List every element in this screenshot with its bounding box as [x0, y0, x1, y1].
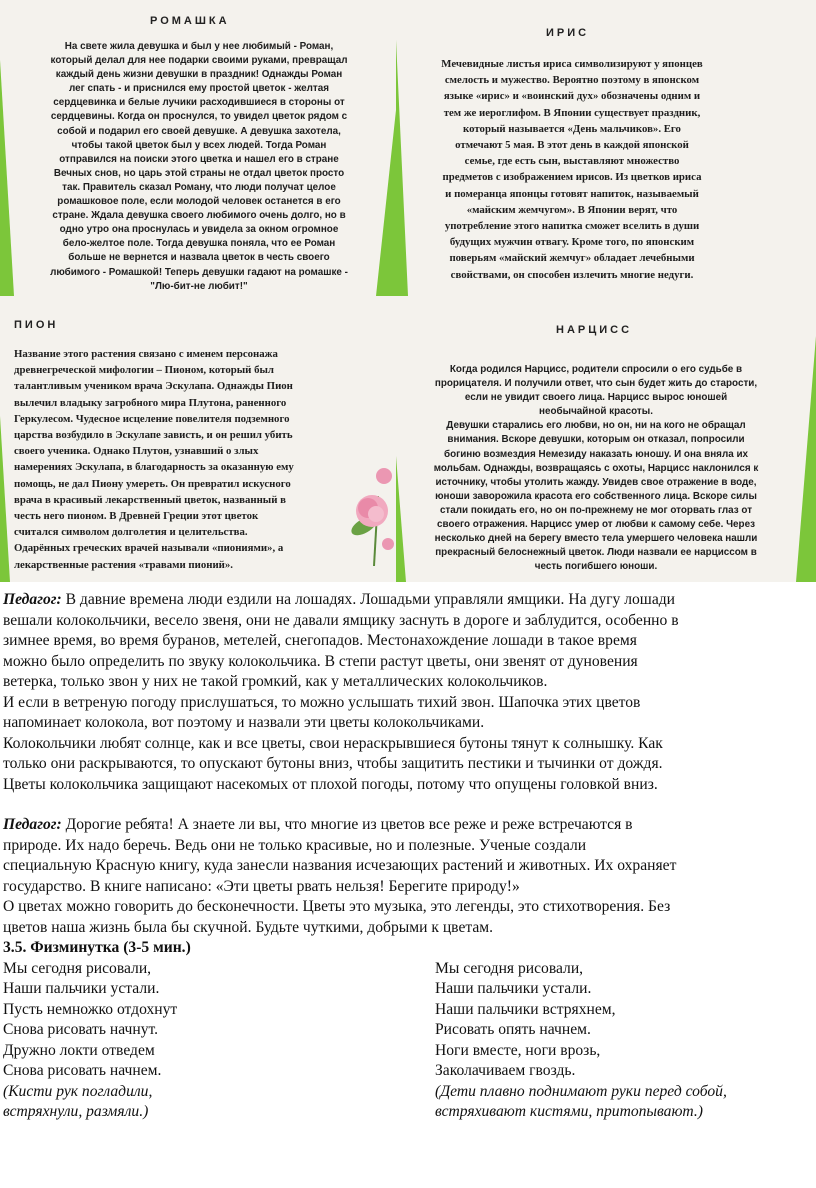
- speaker-label: Педагог:: [3, 816, 62, 833]
- slide-pion: [0, 296, 396, 582]
- section-heading: 3.5. Физминутка (3-5 мин.): [3, 939, 191, 956]
- text-line: О цветах можно говорить до бесконечности. Цветы это музыка, это легенды, это стихотворения. Без: [3, 898, 671, 915]
- stage-direction: встряхнули, размяли.): [3, 1103, 149, 1120]
- slide-text-pion: Название этого растения связано с именем персонажа древнегреческой мифологии – Пионом, который был талантливым учеником врача Эскулапа. Однажды Пион вылечил владыку загробного мира Плутона, раненного Геркулесом. Чудесное исцеление повелителя подземного царства возбудило в Эскулапе зависть, и он решил убить своего ученика. Однако Плутон, узнавший о злых намерениях Эскулапа, в благодарность за оказанную ему помощь, не дал Пиону умереть. Он превратил искусного врача в красивый лекарственный цветок, названный в честь него пионом. В Древней Греции этот цветок считался символом долголетия и целительства. Одарённых греческих врачей называли «пиониями», а лекарственные растения «травами пионий».: [14, 348, 294, 571]
- lesson-text: [3, 590, 815, 1123]
- slide-text-iris: Мечевидные листья ириса символизируют у японцев смелость и мужество. Вероятно поэтому в японском языке «ирис» и «воинский дух» обозначены одним и тем же иероглифом. В Японии существует праздник, который называется «День мальчиков». Его отмечают 5 мая. В этот день в каждой японской семье, где есть сын, выставляют множество предметов с изображением ирисов. Из цветков ириса и померанца японцы готовят напиток, называемый «майским жемчугом». В Японии верят, что употребление этого напитка сможет вселить в души будущих мужчин отвагу. Кроме того, по японским поверьям «майский жемчуг» обладает лечебными свойствами, он способен излечить многие недуги.: [441, 58, 703, 281]
- text-line: Дорогие ребята! А знаете ли вы, что многие из цветов все реже и реже встречаются в: [61, 816, 633, 833]
- poem-columns: [3, 959, 815, 1123]
- text-line: Цветы колокольчика защищают насекомых от плохой погоды, потому что опущены головкой вниз.: [3, 775, 658, 793]
- poem-line: Заколачиваем гвоздь.: [435, 1062, 576, 1079]
- poem-line: Снова рисовать начнут.: [3, 1021, 159, 1038]
- text-line: только они раскрываются, то опускают бутоны вниз, чтобы защитить пестики и тычинки от дождя.: [3, 755, 663, 772]
- slide-narciss: [396, 296, 816, 582]
- poem-line: Рисовать опять начнем.: [435, 1021, 591, 1038]
- poem-right: [435, 959, 815, 1123]
- text-line: И если в ветреную погоду прислушаться, то можно услышать тихий звон. Шапочка этих цветов: [3, 693, 641, 711]
- poem-line: Наши пальчики устали.: [435, 980, 592, 997]
- stage-direction: (Кисти рук погладили,: [3, 1082, 153, 1100]
- poem-line: Пусть немножко отдохнут: [3, 1000, 178, 1018]
- slide-iris: [396, 0, 816, 296]
- text-line: можно было определить по звуку колокольчика. В степи растут цветы, они звенят от дуновения: [3, 652, 638, 670]
- stage-direction: встряхивают кистями, притопывают.): [435, 1103, 703, 1120]
- paragraph-red-book: [3, 815, 815, 938]
- text-line: природе. Их надо беречь. Ведь они не только красивые, но и полезные. Ученые создали: [3, 836, 587, 854]
- poem-line: Мы сегодня рисовали,: [435, 959, 584, 977]
- poem-line: Наши пальчики встряхнем,: [435, 1000, 616, 1018]
- text-line: государство. В книге написано: «Эти цветы рвать нельзя! Берегите природу!»: [3, 877, 520, 895]
- text-line: вешали колокольчики, весело звеня, они не давали ямщику заснуть в дороге и заблудится, особенно в: [3, 611, 679, 629]
- slide-text-romashka: На свете жила девушка и был у нее любимый - Роман, который делал для нее подарки своими руками, превращал каждый день жизни девушки в праздник! Однажды Роман лег спать - и приснился ему простой цветок - желтая сердцевинка и белые лучики расходившиеся в стороны от сердцевины. Когда он проснулся, то увидел цветок рядом с собой и подарил его своей девушке. А девушка захотела, чтобы такой цветок был у всех людей. Тогда Роман отправился на поиски этого цветка и нашел его в стране Вечных снов, но царь этой страны не отдал цветок просто так. Правитель сказал Роману, что люди получат целое ромашковое поле, если молодой человек останется в его стране. Ждала девушка своего любимого очень долго, но в одно утро она проснулась и увидела за окном огромное бело-желтое поле. Тогда девушка поняла, что ее Роман больше не вернется и назвала цветок в честь своего любимого - Ромашкой! Теперь девушки гадают на ромашке - "Лю-бит-не любит!": [50, 41, 348, 292]
- stage-direction: (Дети плавно поднимают руки перед собой,: [435, 1082, 727, 1100]
- text-line: ветерка, только звон у них не такой громкий, как у металлических колокольчиков.: [3, 673, 548, 690]
- poem-line: Мы сегодня рисовали,: [3, 959, 152, 977]
- text-line: специальную Красную книгу, куда занесли названия исчезающих растений и животных. Их охраняет: [3, 857, 677, 874]
- poem-line: Ноги вместе, ноги врозь,: [435, 1041, 601, 1059]
- text-line: зимнее время, во время буранов, метелей, снегопадов. Местонахождение лошади в такое время: [3, 632, 637, 649]
- poem-line: Наши пальчики устали.: [3, 980, 160, 997]
- text-line: Колокольчики любят солнце, как и все цветы, свои нераскрывшиеся бутоны тянут к солнышку. Как: [3, 734, 663, 752]
- slide-title-pion: ПИОН: [14, 319, 59, 331]
- slide-romashka: [0, 0, 396, 296]
- poem-left: [3, 959, 435, 1123]
- paragraph-bells: [3, 590, 815, 795]
- text-line: В давние времена люди ездили на лошадях. Лошадьми управляли ямщики. На дугу лошади: [61, 591, 676, 608]
- text-line: напоминает колокола, вот поэтому и назвали эти цветы колокольчиками.: [3, 714, 485, 731]
- flower-legends-slides: [0, 0, 816, 582]
- slide-title-iris: ИРИС: [546, 27, 590, 39]
- slide-title-narciss: НАРЦИСС: [556, 324, 633, 336]
- text-line: цветов наша жизнь была бы скучной. Будьте чуткими, добрыми к цветам.: [3, 918, 494, 936]
- poem-line: Снова рисовать начнем.: [3, 1062, 162, 1079]
- slide-title-romashka: РОМАШКА: [150, 15, 230, 27]
- speaker-label: Педагог:: [3, 591, 62, 608]
- poem-line: Дружно локти отведем: [3, 1041, 155, 1059]
- slide-text-narciss: Когда родился Нарцисс, родители спросили о его судьбе в прорицателя. И получили ответ, что сын будет жить до старости, если не увидит своего лица. Нарцисс вырос юношей необычайной красоты. Девушки старались его любви, но он, ни на кого не обращал внимания. Вскоре девушки, которым он отказал, попросили богиню возмездия Немезиду наказать юношу. И она вняла их мольбам. Однажды, возвращаясь с охоты, Нарцисс наклонился к источнику, чтобы утолить жажду. Увидев свое отражение в воде, юноши заворожила красота его собственного лица. Вскоре силы стали покидать его, но он по-прежнему не мог оторвать глаз от своего отражения. Нарцисс умер от любви к самому себе. Через несколько дней на берегу вместо тела умершего человека нашли прекрасный белоснежный цветок. Люди назвали ее нарциссом в честь погибшего юноши.: [433, 364, 759, 573]
